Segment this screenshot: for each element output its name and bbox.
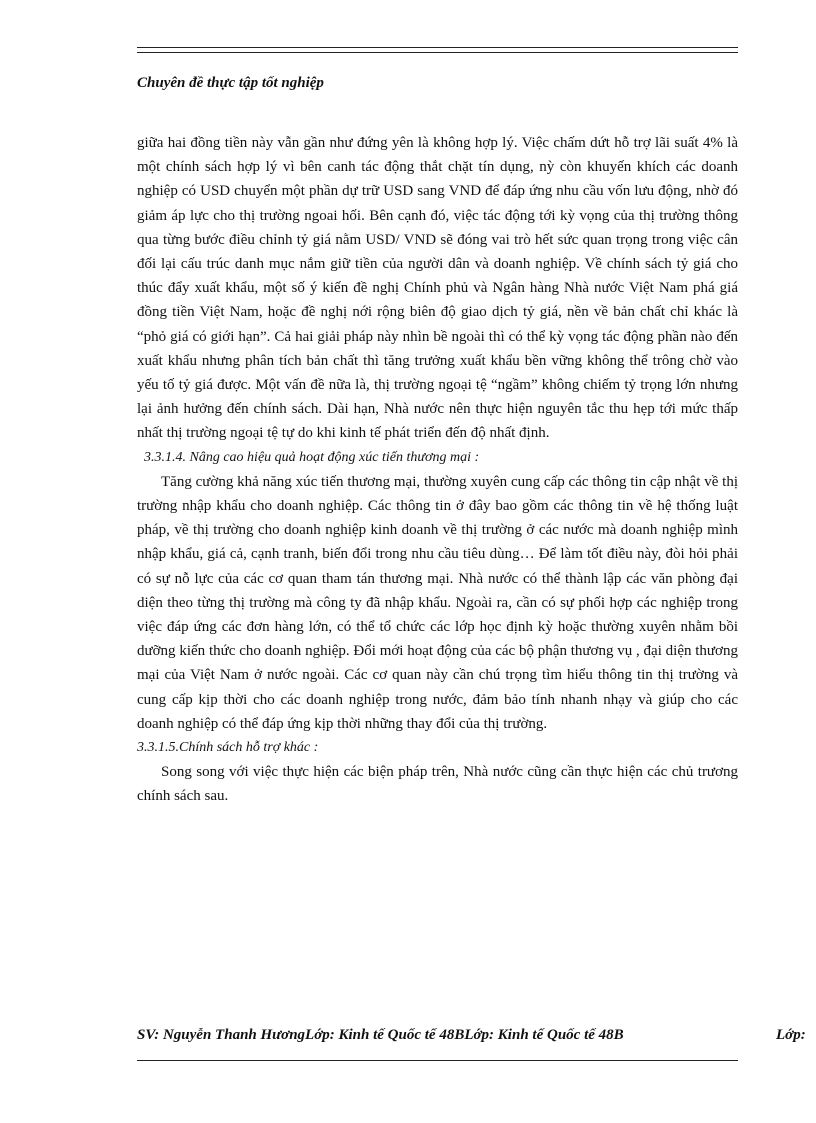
body-paragraph: Tăng cường khả năng xúc tiến thương mại, thường xuyên cung cấp các thông tin cập nhật về thị trường nhập khẩu cho doanh nghiệp. Các thông tin ở đây bao gồm các thông tin về hệ thống luật pháp, về thị trường cho doanh nghiệp kinh doanh về thị trường ở các nước mà doanh nghiệp mình nhập khẩu, giá cả, cạnh tranh, biến đổi trong nhu cầu tiêu dùng… Để làm tốt điều này, đòi hỏi phải có sự nỗ lực của các cơ quan tham tán thương mại. Nhà nước có thể thành lập các văn phòng đại diện theo từng thị trường mà công ty đã nhập khẩu. Ngoài ra, cần có sự phối hợp các nghiệp trong việc đáp ứng các đơn hàng lớn, có thể tổ chức các lớp học định kỳ hoặc thường xuyên nhằm bồi dưỡng kiến thức cho doanh nghiệp. Đổi mới hoạt động của các bộ phận thương vụ , đại diện thương mại của Việt Nam ở nước ngoài. Các cơ quan này cần chú trọng tìm hiểu thông tin thị trường và cung cấp kịp thời cho các doanh nghiệp trong nước, đảm bảo tính nhanh nhạy và giúp cho các doanh nghiệp có thể đáp ứng kịp thời những thay đổi của thị trường. [137,473,738,732]
header-rule [137,47,738,53]
page-header-title: Chuyên đề thực tập tốt nghiệp [137,75,324,91]
footer-rule [137,1060,738,1061]
page-footer-text: SV: Nguyễn Thanh HươngLớp: Kinh tế Quốc tế 48BLớp: Kinh tế Quốc tế 48B [137,1027,624,1043]
body-paragraph: Song song với việc thực hiện các biện pháp trên, Nhà nước cũng cần thực hiện các chủ trương chính sách sau. [137,764,738,805]
page-footer-right: Lớp: [776,1027,806,1043]
section-heading: 3.3.1.4. Nâng cao hiệu quả hoạt động xúc tiến thương mại : [144,449,480,465]
body-paragraph: giữa hai đồng tiền này vẫn gần như đứng yên là không hợp lý. Việc chấm dứt hỗ trợ lãi suất 4% là một chính sách hợp lý vì bên canh tác động thắt chặt tín dụng, nỳ còn khuyến khích các doanh nghiệp có USD chuyển một phần dự trữ USD sang VND để đáp ứng nhu cầu vốn lưu động, nhờ đó giảm áp lực cho thị trường ngoai hối. Bên cạnh đó, việc tác động tới kỳ vọng của thị trường thông qua từng bước điều chỉnh tỷ giá nằm USD/ VND sẽ đóng vai trò hết sức quan trọng trong việc cân đối lại cấu trúc danh mục nắm giữ tiền của người dân và doanh nghiệp. Về chính sách tỷ giá cho thúc đẩy xuất khẩu, một số ý kiến đề nghị Chính phủ và Ngân hàng Nhà nước Việt Nam phá giá đồng tiền Việt Nam, hoặc đề nghị nới rộng biên độ giao dịch tỷ giá, nền về bản chất chỉ khác là “phỏ giá có giới hạn”. Cả hai giải pháp này nhìn bề ngoài thì có thể kỳ vọng tác động phần nào đến xuất khẩu nhưng phân tích bản chất thì tăng trưởng xuất khẩu bền vững không thể trông chờ vào yếu tố tỷ giá được. Một vấn đề nữa là, thị trường ngoại tệ “ngầm” không chiếm tỷ trọng lớn nhưng lại ảnh hưởng đến chính sách. Dài hạn, Nhà nước nên thực hiện nguyên tắc thu hẹp tới mức thấp nhất thị trường ngoại tệ tự do khi kinh tế phát triển đến độ nhất định. [137,135,738,442]
section-heading: 3.3.1.5.Chính sách hỗ trợ khác : [137,740,319,756]
document-body [137,131,738,809]
